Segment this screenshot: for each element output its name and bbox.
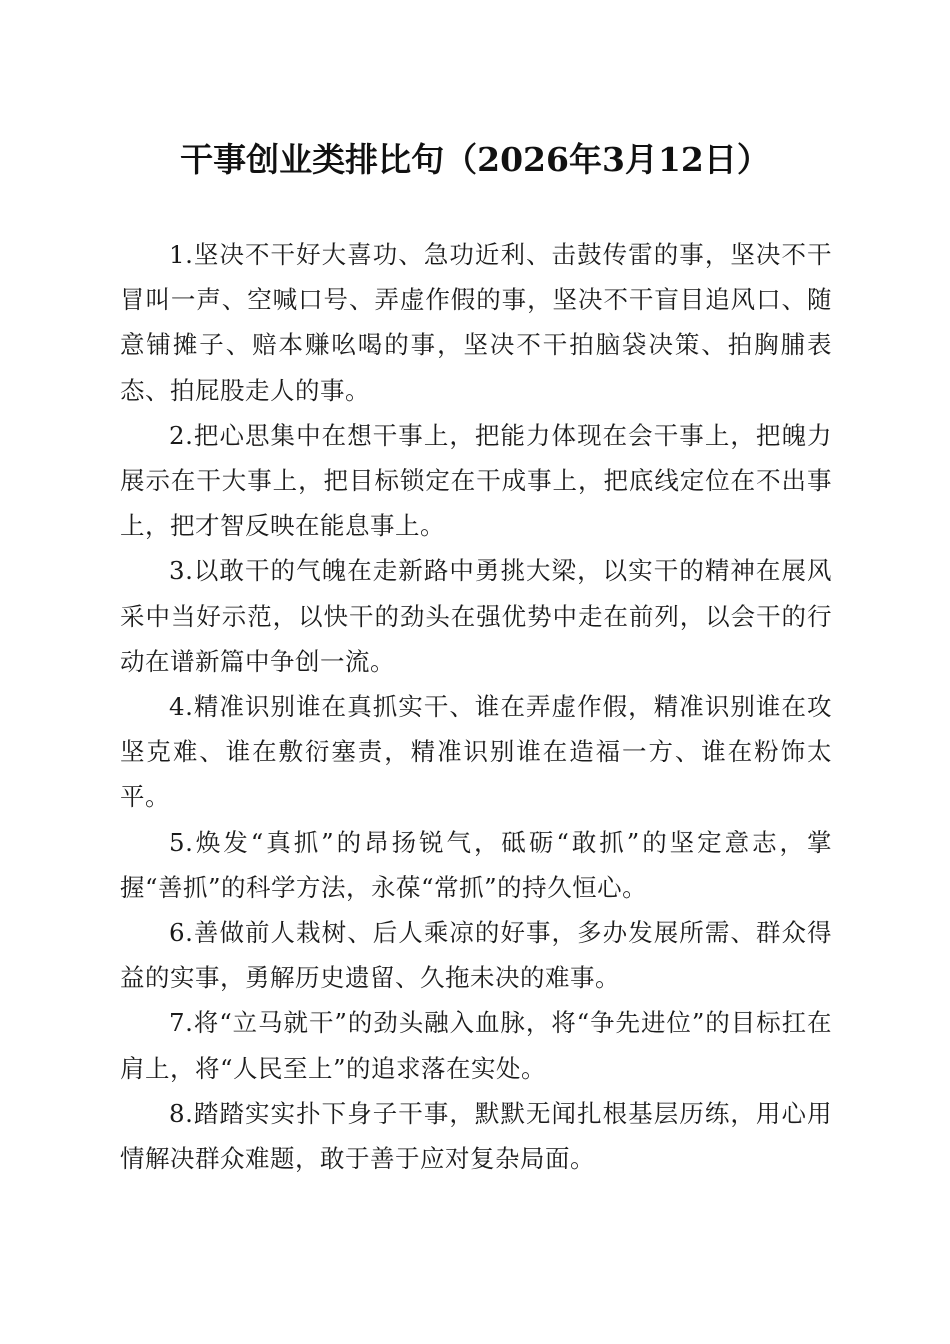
paragraph-6: 6.善做前人栽树、后人乘凉的好事，多办发展所需、群众得益的实事，勇解历史遗留、久拖未决的难事。 (120, 918, 832, 993)
paragraph-7: 7.将“立马就干”的劲头融入血脉，将“争先进位”的目标扛在肩上，将“人民至上”的追求落在实处。 (120, 1008, 832, 1083)
paragraph-1: 1.坚决不干好大喜功、急功近利、击鼓传雷的事，坚决不干冒叫一声、空喊口号、弄虚作假的事，坚决不干盲目追风口、随意铺摊子、赔本赚吆喝的事，坚决不干拍脑袋决策、拍胸脯表态、拍屁股走人的事。 (120, 240, 832, 405)
paragraph-3: 3.以敢干的气魄在走新路中勇挑大梁，以实干的精神在展风采中当好示范，以快干的劲头在强优势中走在前列，以会干的行动在谱新篇中争创一流。 (120, 556, 832, 676)
paragraph-5: 5.焕发“真抓”的昂扬锐气，砥砺“敢抓”的坚定意志，掌握“善抓”的科学方法，永葆“常抓”的持久恒心。 (120, 827, 832, 902)
paragraph-4: 4.精准识别谁在真抓实干、谁在弄虚作假，精准识别谁在攻坚克难、谁在敷衍塞责，精准识别谁在造福一方、谁在粉饰太平。 (120, 692, 832, 812)
document-body (120, 232, 832, 1181)
paragraph-8: 8.踏踏实实扑下身子干事，默默无闻扎根基层历练，用心用情解决群众难题，敢于善于应对复杂局面。 (120, 1098, 832, 1174)
document-title: 干事创业类排比句（2026年3月12日） (180, 140, 770, 179)
paragraph-2: 2.把心思集中在想干事上，把能力体现在会干事上，把魄力展示在干大事上，把目标锁定在干成事上，把底线定位在不出事上，把才智反映在能息事上。 (120, 420, 832, 541)
